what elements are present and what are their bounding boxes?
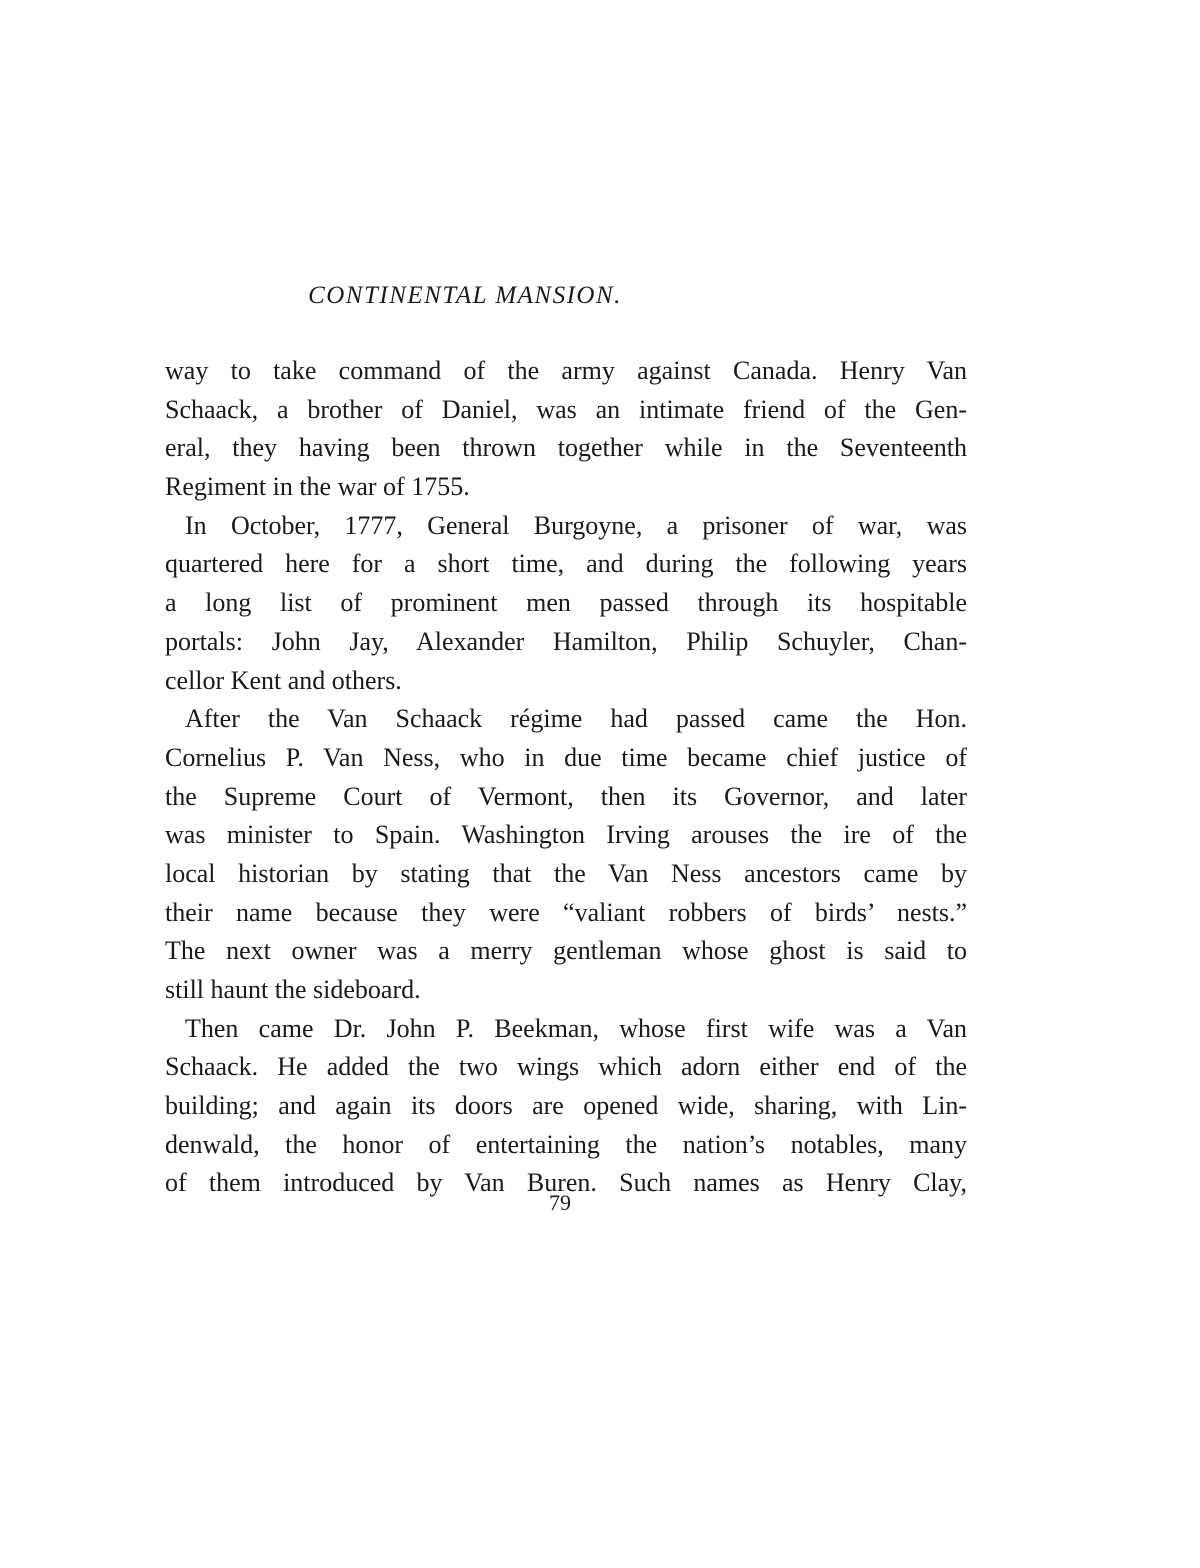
- text-line: After the Van Schaack régime had passed came the Hon.: [185, 704, 967, 734]
- text-line: of them introduced by Van Buren. Such names as Henry Clay,: [165, 1168, 967, 1198]
- paragraph: [165, 352, 967, 507]
- text-line: way to take command of the army against Canada. Henry Van: [165, 356, 967, 385]
- running-header: CONTINENTAL MANSION.: [308, 282, 622, 309]
- paragraph: [165, 700, 967, 1010]
- text-line: their name because they were “valiant robbers of birds’ nests.”: [165, 897, 967, 927]
- text-line: eral, they having been thrown together while in the Seventeenth: [165, 433, 967, 463]
- paragraph: [165, 507, 967, 700]
- text-line: In October, 1777, General Burgoyne, a prisoner of war, was: [185, 510, 967, 540]
- text-line: Schaack, a brother of Daniel, was an intimate friend of the Gen-: [165, 394, 967, 424]
- text-line: The next owner was a merry gentleman whose ghost is said to: [165, 936, 967, 966]
- text-line: Regiment in the war of 1755.: [165, 472, 470, 502]
- text-line: building; and again its doors are opened wide, sharing, with Lin-: [165, 1091, 967, 1121]
- text-line: cellor Kent and others.: [165, 665, 402, 695]
- text-line: Then came Dr. John P. Beekman, whose first wife was a Van: [185, 1013, 967, 1043]
- text-line: a long list of prominent men passed through its hospitable: [165, 588, 967, 618]
- text-line: quartered here for a short time, and during the following years: [165, 549, 967, 579]
- text-line: the Supreme Court of Vermont, then its Governor, and later: [165, 781, 967, 811]
- paragraph: [165, 1010, 967, 1203]
- text-line: denwald, the honor of entertaining the nation’s notables, many: [165, 1129, 967, 1159]
- text-line: portals: John Jay, Alexander Hamilton, Philip Schuyler, Chan-: [165, 626, 967, 656]
- text-line: was minister to Spain. Washington Irving arouses the ire of the: [165, 820, 967, 850]
- text-line: local historian by stating that the Van Ness ancestors came by: [165, 858, 967, 888]
- text-line: Cornelius P. Van Ness, who in due time became chief justice of: [165, 742, 967, 772]
- page-number: 79: [549, 1190, 571, 1215]
- body-text: [165, 352, 967, 1203]
- text-line: still haunt the sideboard.: [165, 975, 421, 1004]
- text-line: Schaack. He added the two wings which adorn either end of the: [165, 1052, 967, 1082]
